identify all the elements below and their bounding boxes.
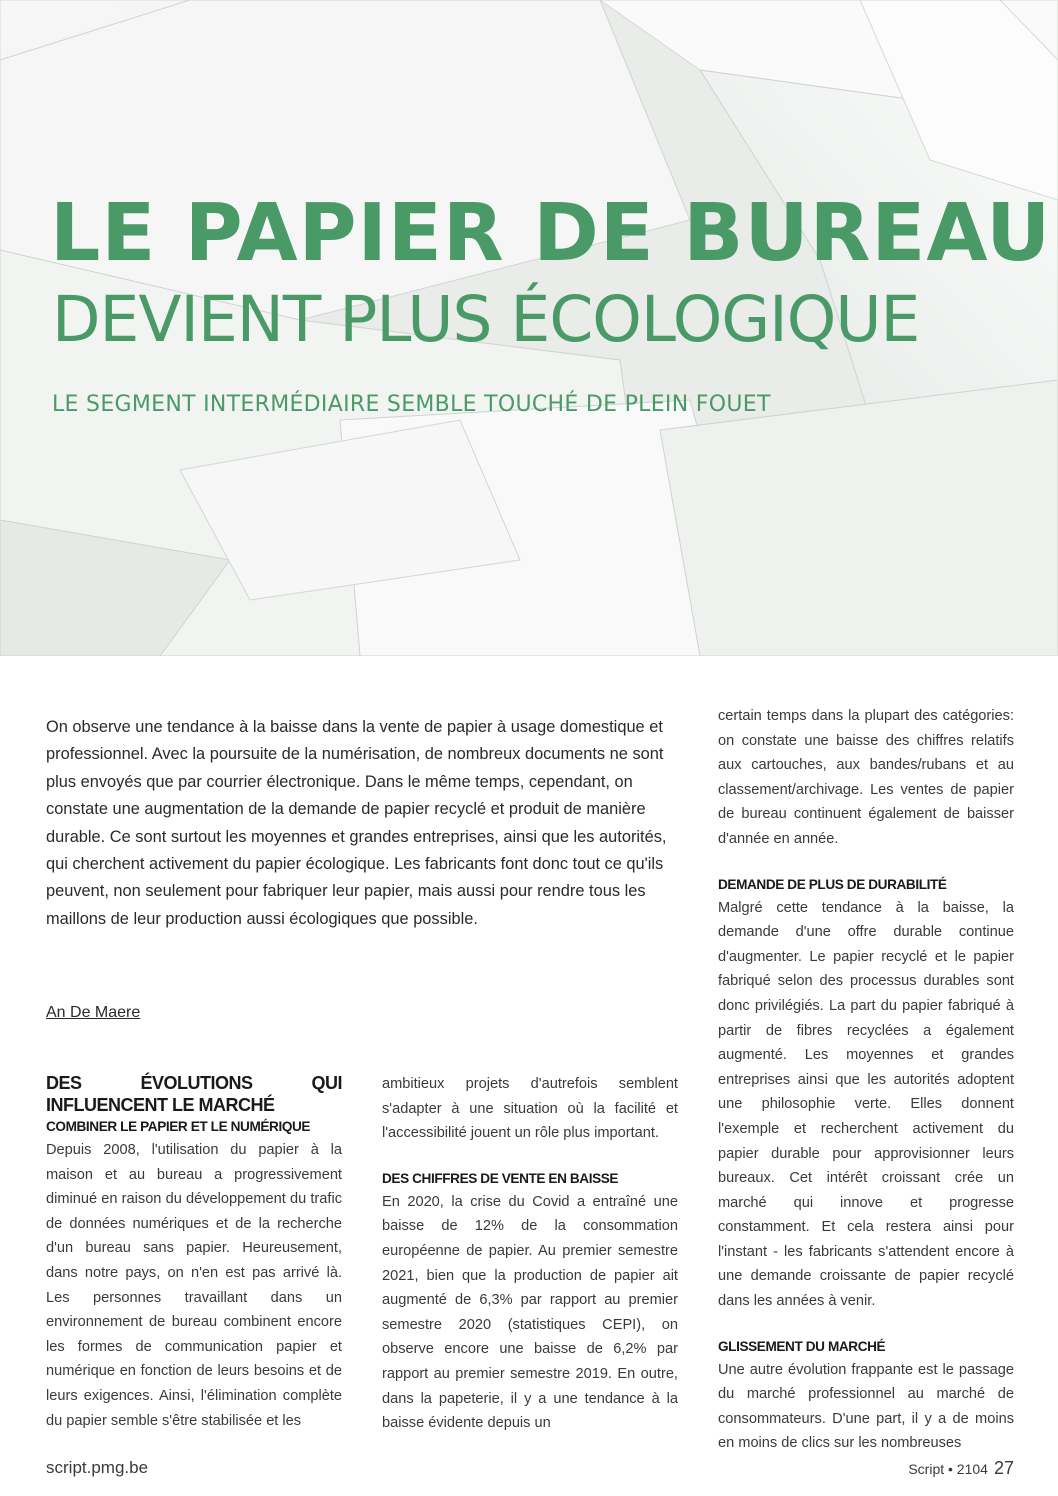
subheading-chiffres: DES CHIFFRES DE VENTE EN BAISSE — [382, 1170, 619, 1186]
chiffres-text-part2: certain temps dans la plupart des catégories: on constate une baisse des chiffres relatifs aux cartouches, aux bandes/rubans et au classement/archivage. Les ventes de papier de bureau continuent également de baisser d'année en année. — [718, 708, 1014, 847]
column-1 — [46, 1072, 342, 1433]
intro-paragraph: On observe une tendance à la baisse dans la vente de papier à usage domestique et professionnel. Avec la poursuite de la numérisation, de nombreux documents ne sont plus envoyés que par courrier électronique. Dans le même temps, cependant, on constate une augmentation de la demande de papier recyclé et produit de manière durable. Ce sont surtout les moyennes et grandes entreprises, ainsi que les autorités, qui cherchent activement du papier écologique. Les fabricants font donc tout ce qu'ils peuvent, non seulement pour fabriquer leur papier, mais aussi pour rendre tous les maillons de leur production aussi écologiques que possible. — [46, 718, 667, 928]
durabilite-text: Malgré cette tendance à la baisse, la demande d'une offre durable continue d'augmenter. Le papier recyclé et le papier fabriqué selon des processus durables sont donc privilégiés. La part du papier fabriqué à partir de fibres recyclées a également augmenté. Les moyennes et grandes entreprises ainsi que les autorités adoptent une philosophie verte. Elles donnent l'exemple et recherchent activement du papier durable pour approvisionner leurs bureaux. Cet intérêt croissant crée un marché qui innove et progresse constamment. Et cela restera ainsi pour l'instant - les fabricants s'attendent encore à une demande croissante de papier recyclé dans les années à venir. — [718, 899, 1014, 1310]
chiffres-text-part1: En 2020, la crise du Covid a entraîné une baisse de 12% de la consommation européenne de papier. Au premier semestre 2021, bien que la production de papier ait augmenté de 6,3% par rapport au premier semestre 2020 (statistiques CEPI), on observe encore une baisse de 6,2% par rapport au premier semestre 2019. En outre, dans la papeterie, il y a une tendance à la baisse évidente depuis un — [382, 1193, 678, 1432]
column-2 — [382, 1072, 678, 1436]
combiner-text-part2: ambitieux projets d'autrefois semblent s'adapter à une situation où la facilité et l'accessibilité jouent un rôle plus important. — [382, 1076, 678, 1142]
section-heading-evolutions: DES ÉVOLUTIONS QUI INFLUENCENT LE MARCHÉ — [46, 1073, 342, 1115]
headline-line2: DEVIENT PLUS ÉCOLOGIQUE — [52, 283, 920, 356]
footer-website[interactable]: script.pmg.be — [46, 1458, 149, 1477]
column-3 — [718, 704, 1014, 1456]
glissement-text: Une autre évolution frappante est le passage du marché professionnel au marché de consommateurs. D'une part, il y a de moins en moins de clics sur les nombreuses — [718, 1361, 1014, 1452]
footer-issue: Script • 2104 — [908, 1461, 988, 1477]
author-byline[interactable]: An De Maere — [46, 1004, 141, 1021]
footer-folio — [908, 1458, 1014, 1479]
hero-image — [0, 0, 1058, 656]
deck-subtitle: LE SEGMENT INTERMÉDIAIRE SEMBLE TOUCHÉ DE PLEIN FOUET — [52, 392, 771, 417]
subheading-glissement: GLISSEMENT DU MARCHÉ — [718, 1338, 886, 1354]
page-number: 27 — [993, 1458, 1014, 1478]
combiner-text-part1: Depuis 2008, l'utilisation du papier à la maison et au bureau a progressivement diminué en raison du développement du trafic de données numériques et de la recherche d'un bureau sans papier. Heureusement, dans notre pays, on n'en est pas arrivé là. Les personnes travaillant dans un environnement de bureau combinent encore les formes de communication papier et numérique en fonction de leurs besoins et de leurs exigences. Ainsi, l'élimination complète du papier semble s'être stabilisée et les — [46, 1142, 342, 1429]
headline-line1: LE PAPIER DE BUREAU — [50, 187, 1052, 279]
subheading-combiner: COMBINER LE PAPIER ET LE NUMÉRIQUE — [46, 1119, 311, 1134]
subheading-durabilite: DEMANDE DE PLUS DE DURABILITÉ — [718, 876, 947, 892]
